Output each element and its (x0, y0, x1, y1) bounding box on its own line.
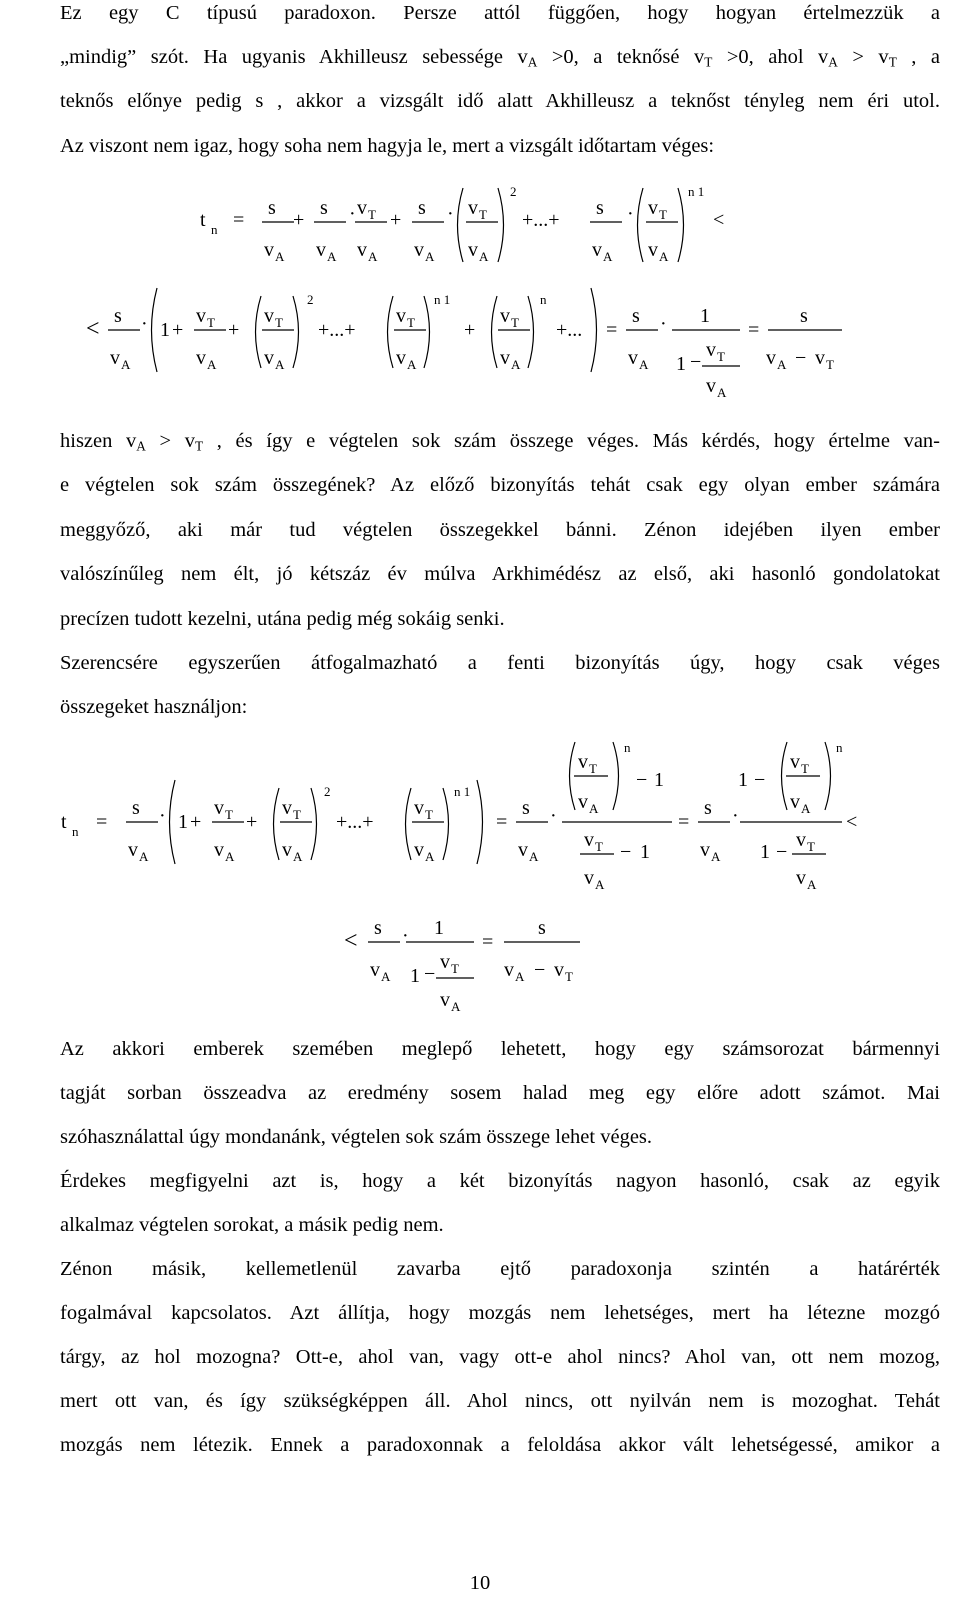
one-symbol: 1 (700, 305, 710, 327)
velocity-symbol: v (282, 797, 292, 819)
subscript: T (225, 807, 233, 822)
subscript: A (368, 249, 378, 264)
velocity-symbol: v (706, 339, 716, 361)
text-line: Az viszont nem igaz, hogy soha nem hagyja le, mert a vizsgált időtartam véges: (60, 135, 715, 157)
plus-sign: + (228, 319, 240, 341)
text-line: Zénon másik, kellemetlenül zavarba ejtő paradoxonja szintén a határérték (60, 1258, 940, 1280)
velocity-symbol: v (396, 347, 406, 369)
math-symbol: s (596, 197, 604, 219)
subscript: T (565, 969, 573, 984)
text-line: összegeket használjon: (60, 696, 248, 718)
plus-sign: + (464, 319, 476, 341)
text-line: teknős előnye pedig s , akkor a vizsgált idő alatt Akhilleusz a teknőst tényleg nem éri utol. (60, 90, 940, 112)
less-than-sign: < (846, 811, 858, 833)
paren-open (152, 288, 158, 372)
s-symbol: s (538, 917, 546, 939)
plus-sign: + (293, 209, 305, 231)
minus-sign: − (424, 963, 436, 985)
exponent: 2 (510, 184, 517, 199)
paren-open (274, 788, 280, 860)
dot-operator: · (402, 925, 409, 947)
text-line: tárgy, az hol mozogna? Ott-e, ahol van, vagy ott-e ahol nincs? Ahol van, ott nem mozog, (60, 1346, 940, 1368)
subscript: T (659, 207, 667, 222)
t-symbol: t (200, 209, 206, 231)
velocity-symbol: v (396, 305, 406, 327)
math-symbol: s (320, 197, 328, 219)
velocity-symbol: v (196, 305, 206, 327)
velocity-symbol: v (128, 839, 138, 861)
s-symbol: s (800, 305, 808, 327)
exponent: n (836, 740, 843, 755)
velocity-symbol: v (628, 347, 638, 369)
velocity-symbol: v (440, 989, 450, 1011)
subscript: A (275, 249, 285, 264)
text-line: tagját sorban összeadva az eredmény sosem halad meg egy előre adott számot. Mai (60, 1082, 940, 1104)
velocity-symbol: v (414, 797, 424, 819)
less-than-sign: < (344, 928, 358, 954)
velocity-symbol: v (578, 791, 588, 813)
velocity-symbol: v (264, 239, 274, 261)
subscript: A (425, 849, 435, 864)
paren-open (256, 296, 262, 368)
paren-close (443, 788, 449, 860)
subscript: A (711, 849, 721, 864)
formulas (61, 184, 857, 1014)
subscript: T (451, 961, 459, 976)
paren-open (638, 188, 644, 262)
paren-open (170, 780, 176, 864)
subscript: n (211, 222, 218, 237)
text-line: szóhasználattal úgy mondanánk, végtelen sok szám összege lehet véges. (60, 1126, 653, 1148)
exponent: n (624, 740, 631, 755)
velocity-symbol: v (196, 347, 206, 369)
subscript: A (511, 357, 521, 372)
subscript: A (479, 249, 489, 264)
math-symbol: s (704, 797, 712, 819)
subscript: A (275, 357, 285, 372)
velocity-symbol: v (282, 839, 292, 861)
one-symbol: 1 (654, 769, 664, 791)
one-symbol: 1 (738, 769, 748, 791)
equals-sign: = (96, 811, 108, 833)
subscript: A (381, 969, 391, 984)
velocity-symbol: v (796, 867, 806, 889)
minus-sign: − (795, 347, 807, 369)
velocity-symbol: v (648, 197, 658, 219)
subscript: T (425, 807, 433, 822)
dot-operator: · (159, 805, 166, 827)
velocity-symbol: v (796, 829, 806, 851)
text-line: mert ott van, és így szükségképpen áll. Ahol nincs, ott nyilván nem is mozoghat. Tehát (60, 1390, 940, 1412)
velocity-symbol: v (766, 347, 776, 369)
minus-sign: − (690, 351, 702, 373)
velocity-symbol: v (357, 197, 367, 219)
velocity-symbol: v (316, 239, 326, 261)
equals-sign: = (606, 319, 618, 341)
paren-close (477, 780, 483, 864)
math-symbol: s (374, 917, 382, 939)
subscript: n (72, 824, 79, 839)
paren-close (678, 188, 684, 262)
velocity-symbol: v (500, 305, 510, 327)
velocity-symbol: v (584, 867, 594, 889)
plus-sign: + (190, 811, 202, 833)
math-symbol: s (268, 197, 276, 219)
velocity-symbol: v (264, 347, 274, 369)
velocity-symbol: v (414, 239, 424, 261)
velocity-symbol: v (504, 959, 514, 981)
velocity-symbol: v (592, 239, 602, 261)
velocity-symbol: v (700, 839, 710, 861)
math-symbol: s (114, 305, 122, 327)
velocity-symbol: v (584, 829, 594, 851)
subscript: A (121, 357, 131, 372)
subscript: A (603, 249, 613, 264)
subscript: A (777, 357, 787, 372)
subscript: A (639, 357, 649, 372)
velocity-symbol: v (815, 347, 825, 369)
subscript: T (826, 357, 834, 372)
subscript: T (717, 349, 725, 364)
exponent: 2 (307, 292, 314, 307)
subscript: A (595, 877, 605, 892)
page-number: 10 (469, 1572, 491, 1594)
exponent: 2 (324, 784, 331, 799)
subscript: T (407, 315, 415, 330)
velocity-symbol: v (518, 839, 528, 861)
velocity-symbol: v (214, 839, 224, 861)
dot-operator: · (550, 805, 557, 827)
velocity-symbol: v (414, 839, 424, 861)
t-symbol: t (61, 811, 67, 833)
subscript: A (717, 385, 727, 400)
subscript: T (807, 839, 815, 854)
subscript: A (515, 969, 525, 984)
subscript: A (207, 357, 217, 372)
math-symbol: s (132, 797, 140, 819)
paren-close (311, 788, 317, 860)
text-line: alkalmaz végtelen sorokat, a másik pedig nem. (60, 1214, 444, 1236)
minus-sign: − (534, 959, 546, 981)
subscript: A (807, 877, 817, 892)
velocity-symbol: v (706, 375, 716, 397)
text-line: hiszen $v_A > v_T$ , és így e végtelen sok szám összege véges. Más kérdés, hogy értelme van- (60, 430, 940, 454)
velocity-symbol: v (578, 751, 588, 773)
plus-sign: + (172, 319, 184, 341)
subscript: T (595, 839, 603, 854)
subscript: A (659, 249, 669, 264)
plus-sign: + (390, 209, 402, 231)
paren-close (613, 742, 619, 810)
text-line: Érdekes megfigyelni azt is, hogy a két bizonyítás nagyon hasonló, csak az egyik (60, 1170, 940, 1192)
one-symbol: 1 (434, 917, 444, 939)
minus-sign: − (754, 769, 766, 791)
less-than-sign: < (86, 316, 100, 342)
math-symbol: s (522, 797, 530, 819)
subscript: A (529, 849, 539, 864)
paren-open (492, 296, 498, 368)
ellipsis-sum: +...+ (318, 319, 356, 341)
subscript: T (293, 807, 301, 822)
text-line: Ez egy C típusú paradoxon. Persze attól függően, hogy hogyan értelmezzük a (60, 2, 940, 24)
dot-operator: · (349, 203, 356, 225)
paren-close (293, 296, 299, 368)
subscript: A (139, 849, 149, 864)
velocity-symbol: v (370, 959, 380, 981)
subscript: A (451, 999, 461, 1014)
paren-open (406, 788, 412, 860)
velocity-symbol: v (648, 239, 658, 261)
subscript: T (479, 207, 487, 222)
text-line: fogalmával kapcsolatos. Azt állítja, hogy mozgás nem lehetséges, mert ha létezne mozgó (60, 1302, 940, 1324)
paren-close (825, 742, 831, 810)
paren-close (498, 188, 504, 262)
subscript: A (425, 249, 435, 264)
one-symbol: 1 (676, 353, 686, 375)
subscript: A (293, 849, 303, 864)
text-line: e végtelen sok szám összegének? Az előző bizonyítás tehát csak egy olyan ember számára (60, 474, 940, 496)
equals-sign: = (233, 209, 245, 231)
less-than-sign: < (713, 209, 725, 231)
velocity-symbol: v (468, 197, 478, 219)
paren-close (591, 288, 597, 372)
exponent: n (540, 292, 547, 307)
subscript: T (207, 315, 215, 330)
one-symbol: 1 (160, 319, 170, 341)
velocity-symbol: v (264, 305, 274, 327)
equals-sign: = (678, 811, 690, 833)
dot-operator: · (660, 313, 667, 335)
exponent: n 1 (434, 292, 451, 307)
minus-sign: − (636, 769, 648, 791)
velocity-symbol: v (790, 751, 800, 773)
text-line: Az akkori emberek szemében meglepő lehetett, hogy egy számsorozat bármennyi (60, 1038, 940, 1060)
velocity-symbol: v (500, 347, 510, 369)
one-symbol: 1 (760, 841, 770, 863)
subscript: T (801, 761, 809, 776)
text-line: „mindig” szót. Ha ugyanis Akhilleusz sebessége $v_A >0$, a teknősé $v_T >0$, ahol $v_A > v_T$ , a (60, 46, 941, 70)
paren-open (458, 188, 464, 262)
math-symbol: s (418, 197, 426, 219)
paren-open (388, 296, 394, 368)
velocity-symbol: v (110, 347, 120, 369)
velocity-symbol: v (440, 951, 450, 973)
paren-close (424, 296, 430, 368)
dot-operator: · (732, 805, 739, 827)
one-symbol: 1 (640, 841, 650, 863)
subscript: T (368, 207, 376, 222)
equals-sign: = (748, 319, 760, 341)
subscript: T (511, 315, 519, 330)
minus-sign: − (620, 841, 632, 863)
exponent: n 1 (688, 184, 705, 199)
paren-close (528, 296, 534, 368)
dot-operator: · (447, 203, 454, 225)
subscript: A (589, 801, 599, 816)
velocity-symbol: v (790, 791, 800, 813)
equals-sign: = (482, 931, 494, 953)
velocity-symbol: v (468, 239, 478, 261)
math-symbol: s (632, 305, 640, 327)
one-symbol: 1 (178, 811, 188, 833)
ellipsis-sum: +... (556, 319, 583, 341)
text-line: precízen tudott kezelni, utána pedig még sokáig senki. (60, 608, 505, 630)
plus-sign: + (246, 811, 258, 833)
velocity-symbol: v (214, 797, 224, 819)
subscript: T (589, 761, 597, 776)
text-line: meggyőző, aki már tud végtelen összegekkel bánni. Zénon idejében ilyen ember (60, 519, 940, 541)
subscript: A (801, 801, 811, 816)
one-symbol: 1 (410, 965, 420, 987)
minus-sign: − (776, 841, 788, 863)
equals-sign: = (496, 811, 508, 833)
text-line: Szerencsére egyszerűen átfogalmazható a fenti bizonyítás úgy, hogy csak véges (60, 652, 940, 674)
text-line: mozgás nem létezik. Ennek a paradoxonnak a feloldása akkor vált lehetségessé, amikor a (60, 1434, 940, 1456)
subscript: A (225, 849, 235, 864)
subscript: A (407, 357, 417, 372)
ellipsis-sum: +...+ (522, 209, 560, 231)
subscript: A (327, 249, 337, 264)
exponent: n 1 (454, 784, 471, 799)
ellipsis-sum: +...+ (336, 811, 374, 833)
text-line: valószínűleg nem élt, jó kétszáz év múlva Arkhimédész az első, aki hasonló gondolatokat (60, 563, 940, 585)
dot-operator: · (627, 203, 634, 225)
subscript: T (275, 315, 283, 330)
velocity-symbol: v (554, 959, 564, 981)
velocity-symbol: v (357, 239, 367, 261)
dot-operator: · (141, 313, 148, 335)
